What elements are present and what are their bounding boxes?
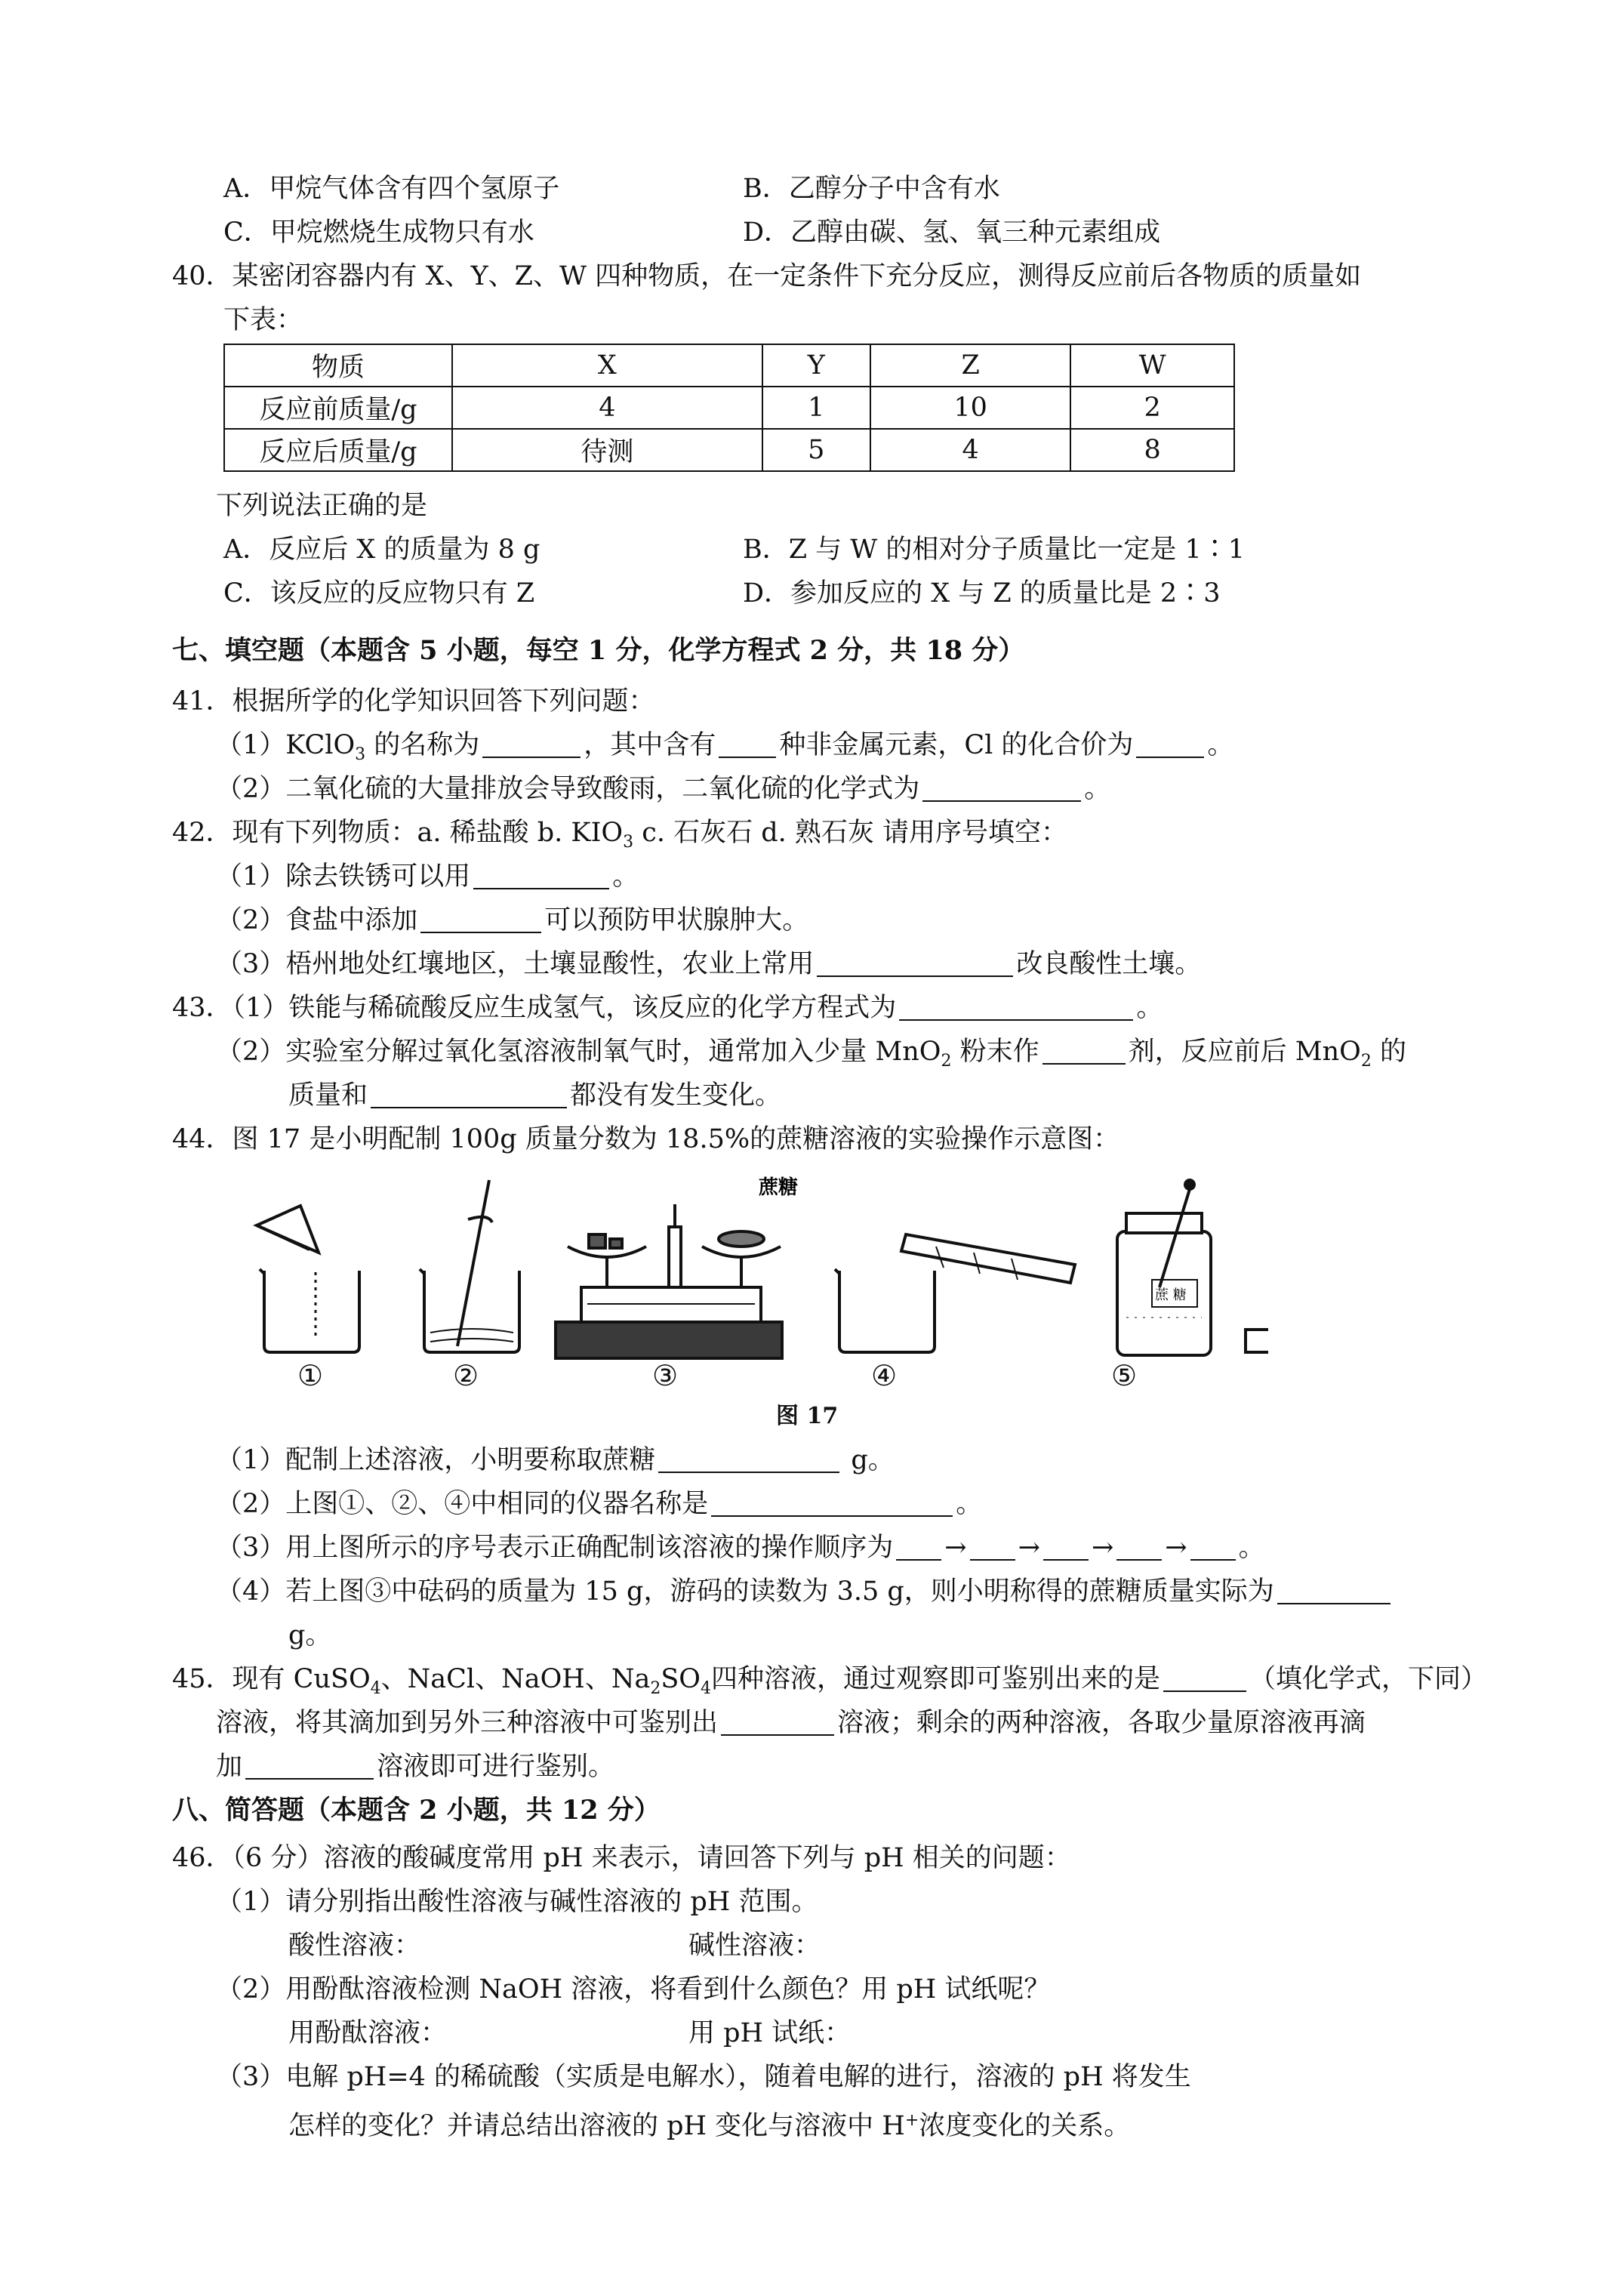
q46-part3-cont: 怎样的变化？并请总结出溶液的 pH 变化与溶液中 H+浓度变化的关系。 [288, 2111, 1131, 2141]
q40-option-d: D．参加反应的 X 与 Z 的质量比是 2∶3 [743, 578, 1221, 609]
q39-option-a: A．甲烷气体含有四个氢原子 [223, 174, 560, 204]
q40-prompt: 下列说法正确的是 [216, 491, 428, 521]
section-7-heading: 七、填空题（本题含 5 小题，每空 1 分，化学方程式 2 分，共 18 分） [172, 635, 1025, 666]
q46-part3: （3）电解 pH=4 的稀硫酸（实质是电解水），随着电解的进行，溶液的 pH 将发生 [216, 2062, 1191, 2092]
sugar-jar-icon [1117, 1180, 1268, 1355]
q41-part2: （2）二氧化硫的大量排放会导致酸雨，二氧化硫的化学式为 。 [216, 774, 1111, 804]
q44-stem: 44．图 17 是小明配制 100g 质量分数为 18.5%的蔗糖溶液的实验操作示意图： [172, 1124, 1120, 1154]
q40-option-a: A．反应后 X 的质量为 8 g [223, 535, 540, 565]
q46-acid-label: 酸性溶液： [288, 1931, 421, 1961]
q45-line3: 加 溶液即可进行鉴别。 [216, 1752, 615, 1782]
figure-num-4: ④ [871, 1359, 898, 1392]
q44-part2: （2）上图①、②、④中相同的仪器名称是 。 [216, 1489, 983, 1519]
q45-line2: 溶液，将其滴加到另外三种溶液中可鉴别出 溶液；剩余的两种溶液，各取少量原溶液再滴 [216, 1708, 1366, 1738]
section-8-heading: 八、简答题（本题含 2 小题，共 12 分） [172, 1795, 661, 1826]
q42-part1: （1）除去铁锈可以用 。 [216, 861, 639, 892]
figure-num-5: ⑤ [1111, 1359, 1138, 1392]
table-cell: 5 [762, 429, 870, 471]
q44-part4: （4）若上图③中砝码的质量为 15 g，游码的读数为 3.5 g，则小明称得的蔗糖质量实际为 [216, 1573, 1394, 1610]
beaker-pouring-icon [257, 1206, 359, 1352]
q40-stem-line2: 下表： [223, 305, 303, 335]
q39-option-d: D．乙醇由碳、氢、氧三种元素组成 [743, 217, 1161, 248]
q43-part2: （2）实验室分解过氧化氢溶液制氧气时，通常加入少量 MnO$_2$ 粉末作 剂，反应前后 MnO$_2$ 的 [216, 1037, 1406, 1071]
q46-stem: 46．（6 分）溶液的酸碱度常用 pH 来表示，请回答下列与 pH 相关的问题： [172, 1843, 1071, 1873]
q41-stem: 41．根据所学的化学知识回答下列问题： [172, 686, 655, 717]
figure-17 [226, 1174, 1268, 1363]
q44-part4-cont: g。 [288, 1620, 332, 1650]
figure-caption: 图 17 [776, 1403, 839, 1429]
balance-icon [556, 1204, 782, 1358]
table-row [224, 387, 1234, 429]
table-cell: 1 [762, 387, 870, 429]
table-cell: Y [762, 344, 870, 387]
table-cell: 物质 [224, 344, 452, 387]
table-cell: 4 [870, 429, 1070, 471]
q46-part2: （2）用酚酞溶液检测 NaOH 溶液，将看到什么颜色？用 pH 试纸呢？ [216, 1974, 1051, 2005]
q41-part1: （1）KClO$_3$ 的名称为 ，其中含有 种非金属元素，Cl 的化合价为 。 [216, 730, 1234, 764]
q46-part1: （1）请分别指出酸性溶液与碱性溶液的 pH 范围。 [216, 1887, 818, 1917]
q42-part3: （3）梧州地处红壤地区，土壤显酸性，农业上常用 改良酸性土壤。 [216, 949, 1202, 979]
q42-part2: （2）食盐中添加 可以预防甲状腺肿大。 [216, 905, 809, 935]
q40-option-b: B．Z 与 W 的相对分子质量比一定是 1∶1 [743, 535, 1246, 565]
table-cell: 反应前质量/g [224, 387, 452, 429]
beaker-stirring-icon [420, 1180, 519, 1352]
figure-num-1: ① [297, 1359, 324, 1392]
table-cell: 10 [870, 387, 1070, 429]
q46-phenolphthalein-label: 用酚酞溶液： [288, 2018, 448, 2048]
table-row [224, 344, 1234, 387]
q40-mass-table [223, 344, 1235, 472]
q40-option-c: C．该反应的反应物只有 Z [223, 578, 535, 609]
q46-ph-paper-label: 用 pH 试纸： [688, 2018, 852, 2048]
sugar-label: 蔗糖 [759, 1176, 799, 1199]
table-row [224, 429, 1234, 471]
q43-part2-cont: 质量和 都没有发生变化。 [288, 1080, 782, 1111]
q45-line1: 45．现有 CuSO$_4$、NaCl、NaOH、$Na_2SO_4$四种溶液，通过观察即可鉴别出来的是 （填化学式，下同） [172, 1664, 1488, 1698]
table-cell: W [1070, 344, 1234, 387]
q46-base-label: 碱性溶液： [688, 1931, 821, 1961]
q44-part1: （1）配制上述溶液，小明要称取蔗糖 g。 [216, 1445, 895, 1475]
jar-label: 蔗 糖 [1155, 1287, 1187, 1303]
q44-part3: （3）用上图所示的序号表示正确配制该溶液的操作顺序为 → → → → 。 [216, 1533, 1265, 1563]
beaker-cylinder-icon [835, 1234, 1075, 1352]
figure-num-2: ② [453, 1359, 479, 1392]
table-cell: 待测 [452, 429, 762, 471]
figure-num-3: ③ [652, 1359, 679, 1392]
q39-option-b: B．乙醇分子中含有水 [743, 174, 1000, 204]
table-cell: 8 [1070, 429, 1234, 471]
q42-stem: 42．现有下列物质：a. 稀盐酸 b. $KIO_3$ c. 石灰石 d. 熟石灰 请用序号填空： [172, 818, 1067, 852]
q40-stem-line1: 40．某密闭容器内有 X、Y、Z、W 四种物质，在一定条件下充分反应，测得反应前后各物质的质量如 [172, 261, 1362, 291]
table-cell: X [452, 344, 762, 387]
table-cell: 反应后质量/g [224, 429, 452, 471]
q43-part1: 43．（1）铁能与稀硫酸反应生成氢气，该反应的化学方程式为 。 [172, 993, 1163, 1023]
table-cell: 2 [1070, 387, 1234, 429]
table-cell: Z [870, 344, 1070, 387]
q39-option-c: C．甲烷燃烧生成物只有水 [223, 217, 534, 248]
table-cell: 4 [452, 387, 762, 429]
